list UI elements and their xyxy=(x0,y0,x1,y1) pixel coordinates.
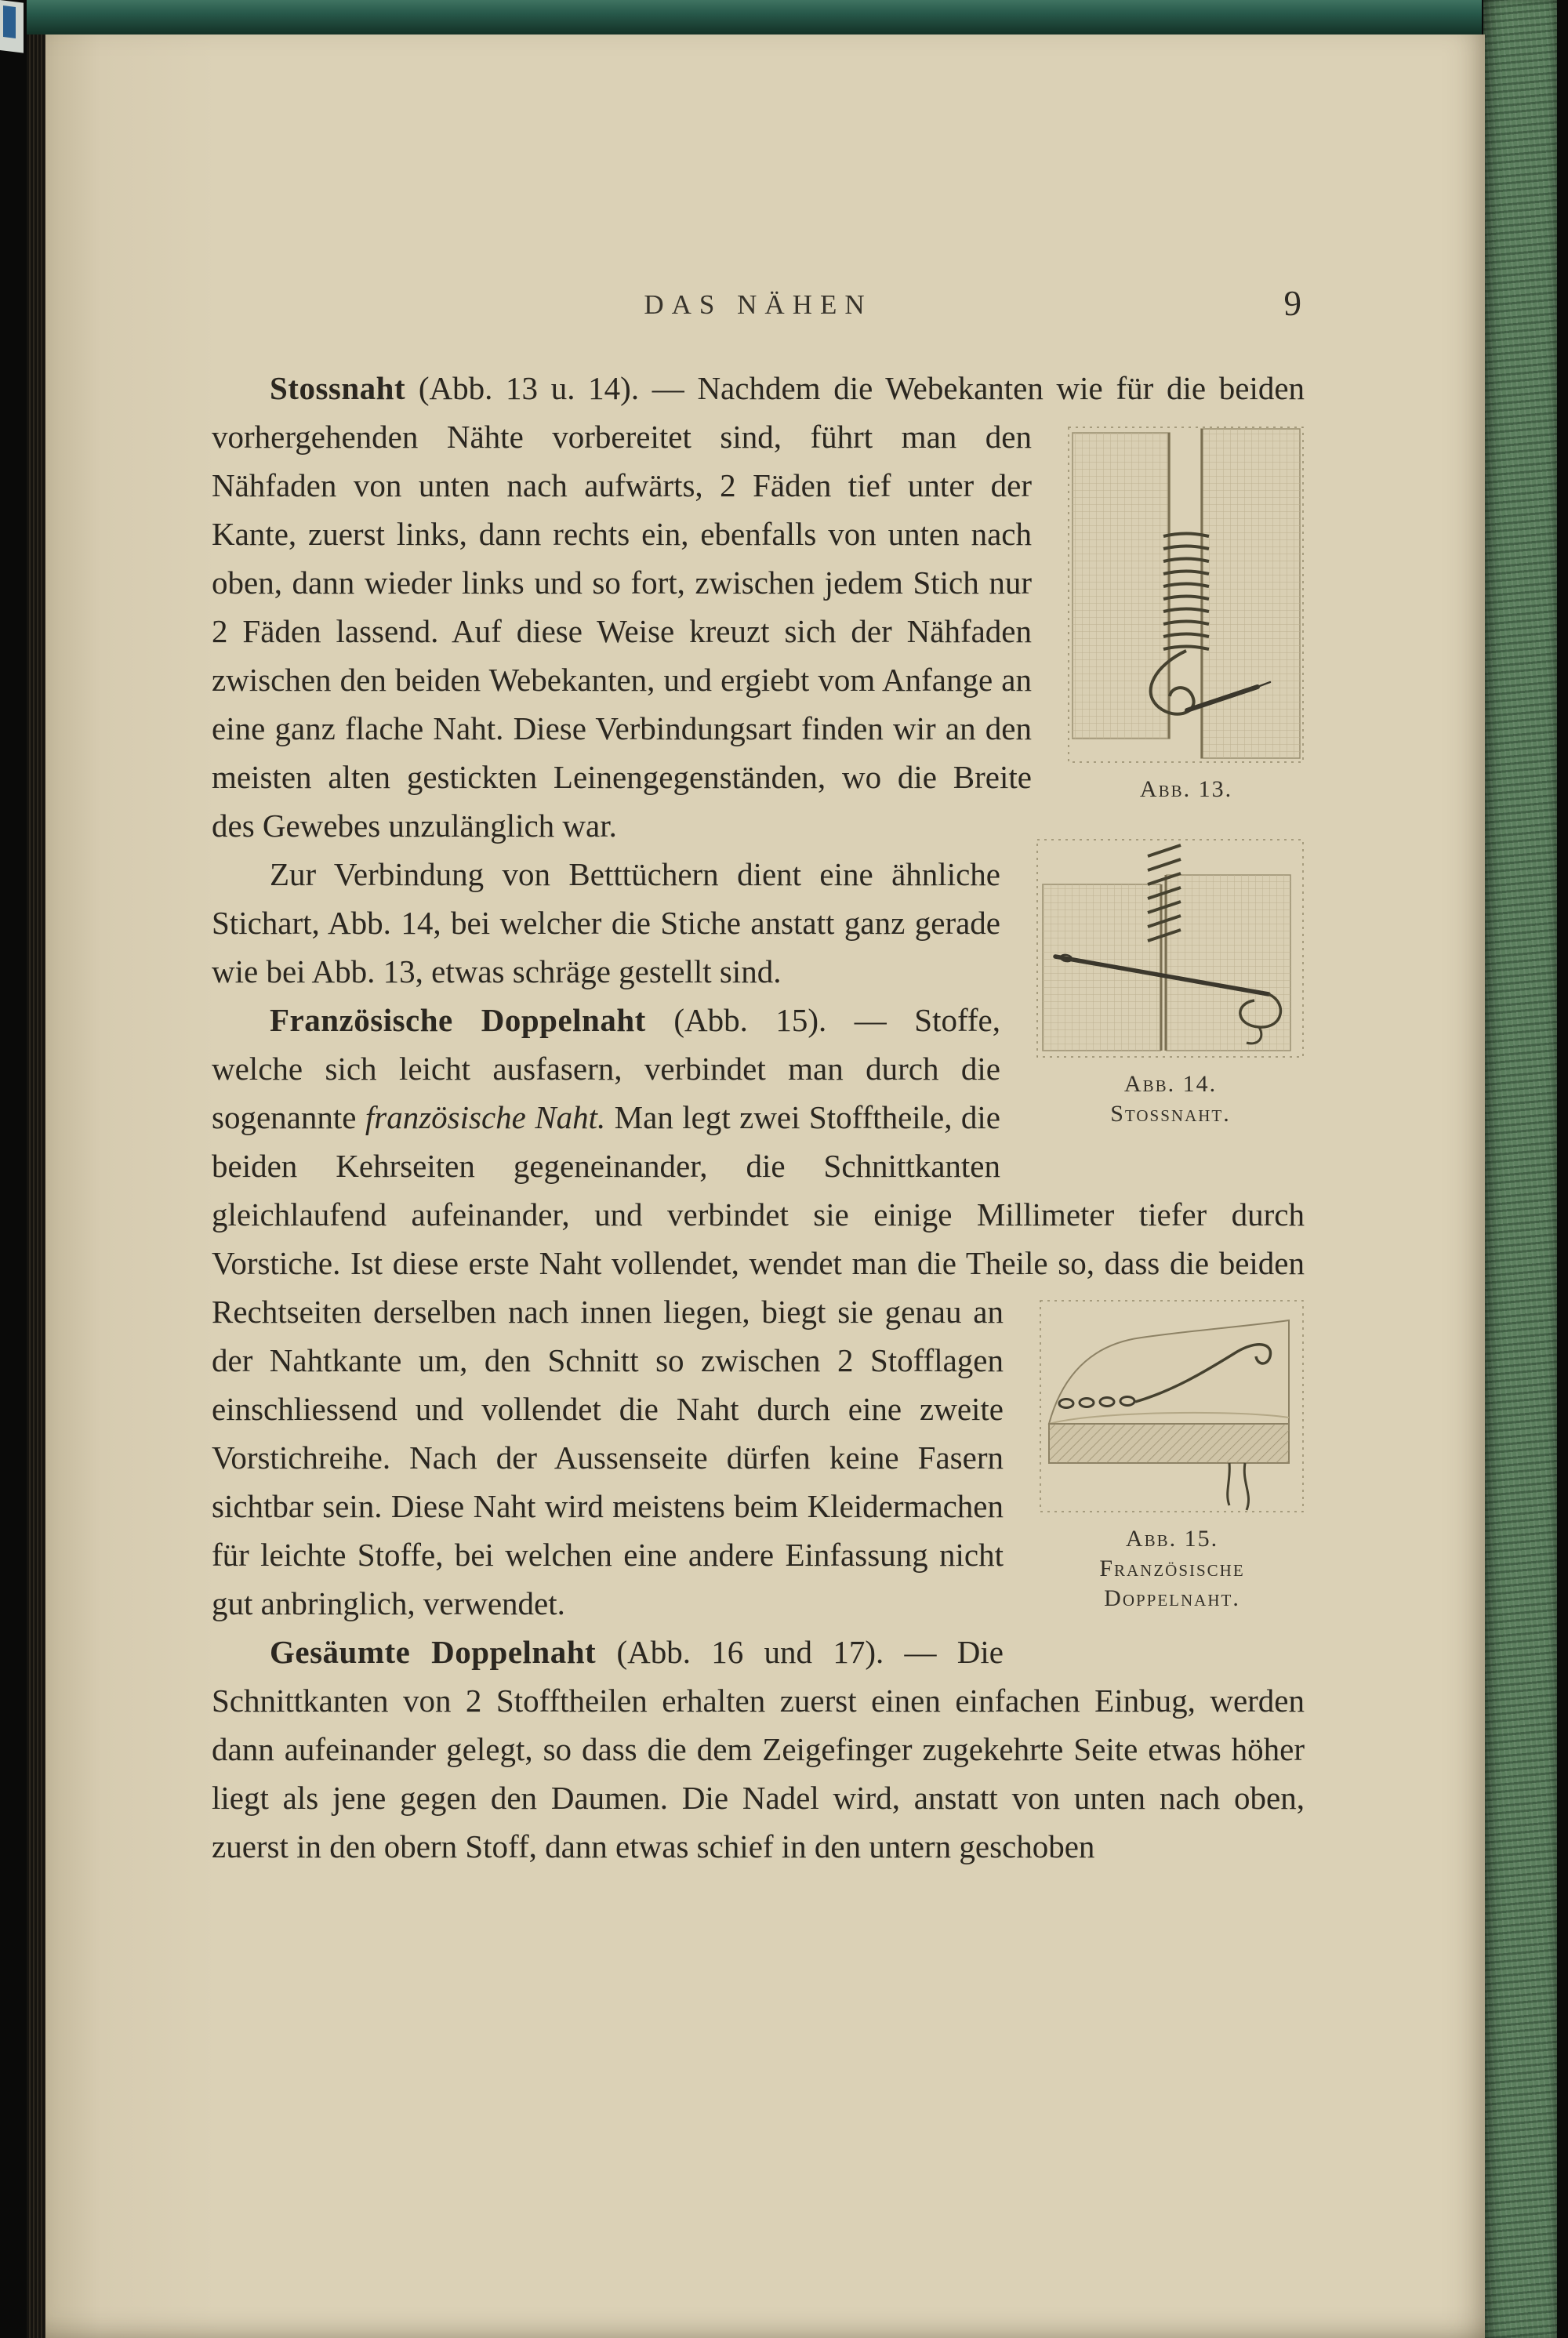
page-stack-edge xyxy=(27,34,45,2338)
figure-caption: Französische xyxy=(1099,1556,1245,1581)
book-cover-top-edge xyxy=(27,0,1482,34)
paragraph-text: (Abb. 16 und 17). — Die Schnittkanten von 2 Stofftheilen erhalten zuerst einen einfachen Einbug, werden dann aufeinander gelegt, so dass die dem Zeigefinger zugekehrte Seite etwas höher liegt als jene gegen den Daumen. Die Nadel wird, anstatt von unten nach oben, zuerst in den obern Stoff, dann etwas schief in den untern geschoben xyxy=(212,1634,1305,1864)
figure-abb-15 xyxy=(1040,1300,1305,1614)
figure-caption: Abb. 13. xyxy=(1139,776,1233,802)
paragraph-lead-in: Stossnaht xyxy=(270,370,406,406)
text-column xyxy=(212,281,1305,1871)
paragraph-text: für die beiden vorhergehenden Nähte vorbereitet sind, führt man den Nähfaden von unten nach aufwärts, 2 Fäden tief unter der Kante, zuerst links, dann rechts ein, ebenfalls von unten nach oben, dann wieder links und so fort, zwischen jedem Stich nur 2 Fäden lassend. Auf diese Weise kreuzt sich der Nähfaden zwischen den beiden Webekanten, und ergiebt vom Anfange an eine ganz flache Naht. Diese Verbindungsart finden wir an den meisten alten gestickten Leinengegenständen, wo die Breite des Gewebes unzulänglich war. xyxy=(212,370,1305,844)
fig13-ladder-stitch-illustration xyxy=(1068,427,1305,764)
spine-fragment-blue xyxy=(3,5,16,38)
page-number: 9 xyxy=(1283,284,1301,323)
paragraph-text: die beiden Rechtseiten derselben nach innen liegen, biegt sie genau an der Nahtkante um, den Schnitt so zwischen 2 Stofflagen einschliessend und vollendet die Naht durch eine zweite Vorstichreihe. Nach der Aussenseite dürfen keine Fasern sichtbar sein. Diese Naht wird meistens beim Kleidermachen für leichte Stoffe, bei welchen eine andere Einfassung nicht gut anbringlich, verwendet. xyxy=(212,1245,1305,1621)
paragraph-lead-in: Französische Doppelnaht xyxy=(270,1002,646,1038)
fig14-stossnaht-illustration xyxy=(1036,839,1305,1058)
paragraph-text: Zur Verbindung von Betttüchern dient eine ähnliche Stichart, Abb. 14, bei welcher die Stiche anstatt ganz gerade wie bei Abb. 13, etwas schräge gestellt sind. xyxy=(212,856,1000,989)
figure-abb-13 xyxy=(1068,427,1305,804)
figure-caption: Stossnaht. xyxy=(1110,1101,1231,1127)
paragraph-gesaeumte-doppelnaht xyxy=(212,1628,1305,1871)
figure-caption: Abb. 15. xyxy=(1125,1526,1219,1552)
book-fore-edge xyxy=(1483,0,1557,2338)
fig15-french-seam-illustration xyxy=(1040,1300,1305,1513)
paragraph-text: (Abb. 15). — Stoffe, welche sich leicht ausfasern, verbindet man durch die sogenannte xyxy=(212,1002,1001,1135)
paragraph-text: Man legt zwei Stofftheile, die beiden Kehrseiten gegeneinander, die Schnittkanten gleichlaufend aufeinander, und verbindet sie einige Millimeter tiefer durch Vorstiche. Ist diese erste Naht vollendet, wendet man die Theile so, dass xyxy=(212,1099,1305,1281)
book-page xyxy=(45,34,1485,2338)
paragraph-text: (Abb. 13 u. 14). — Nachdem die Webekanten wie xyxy=(418,370,1103,406)
paragraph-italic-text: französische Naht. xyxy=(365,1099,606,1135)
paragraph-lead-in: Gesäumte Doppelnaht xyxy=(270,1634,597,1670)
figure-caption: Abb. 14. xyxy=(1123,1071,1218,1097)
figure-caption: Doppelnaht. xyxy=(1104,1585,1240,1611)
page-header xyxy=(212,281,1305,331)
running-title: DAS NÄHEN xyxy=(644,289,873,320)
figure-abb-14 xyxy=(1036,839,1305,1129)
